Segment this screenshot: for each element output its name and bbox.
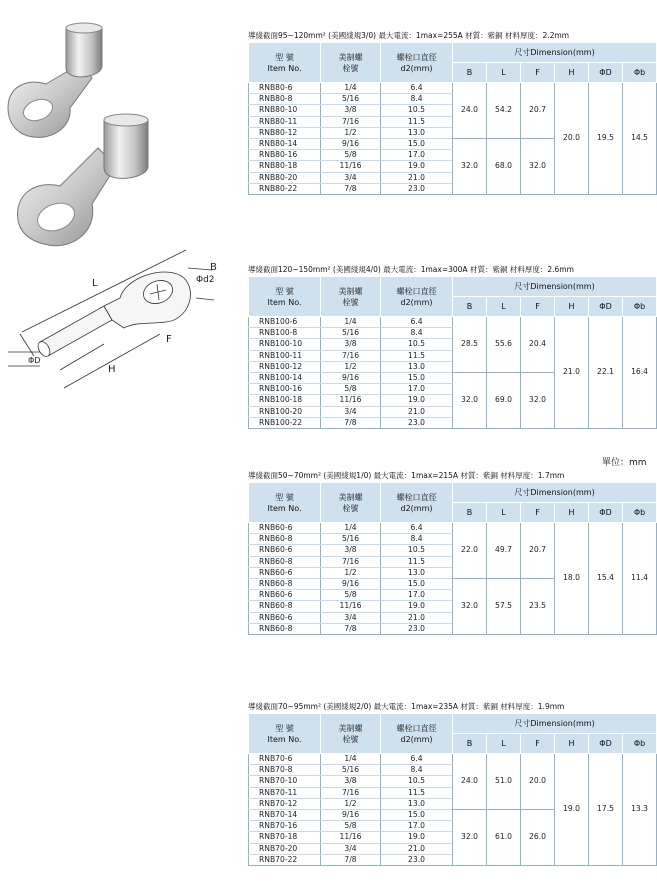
table-heading: 導綫截面50~70mm² (美國綫規1/0) 最大電流：1max=215A 材質：紫銅 材料厚度：1.7mm bbox=[248, 471, 565, 480]
label-D: ΦD bbox=[28, 356, 41, 365]
col-L: L bbox=[487, 734, 521, 754]
table-heading: 導綫截面95~120mm² (美國綫規3/0) 最大電流：1max=255A 材質：紫銅 材料厚度：2.2mm bbox=[248, 31, 570, 40]
value-F: 32.0 bbox=[521, 138, 555, 194]
col-dimension: 尺寸Dimension(mm) bbox=[453, 483, 657, 503]
table-row: RNB60-8 11/16 19.0 bbox=[249, 601, 657, 612]
value-B: 24.0 bbox=[453, 83, 487, 139]
col-F: F bbox=[521, 63, 555, 83]
col-B: B bbox=[453, 297, 487, 317]
table-row: RNB80-20 3/4 21.0 bbox=[249, 172, 657, 183]
value-L: 69.0 bbox=[487, 372, 521, 428]
table-row: RNB80-12 1/2 13.0 bbox=[249, 127, 657, 138]
col-F: F bbox=[521, 503, 555, 523]
product-photo bbox=[0, 20, 240, 250]
table-row: RNB70-11 7/16 11.5 bbox=[249, 787, 657, 798]
col-B: B bbox=[453, 503, 487, 523]
table-heading: 導綫截面120~150mm² (美國綫規4/0) 最大電流：1max=300A 材質：紫銅 材料厚度：2.6mm bbox=[248, 265, 574, 274]
value-L: 55.6 bbox=[487, 317, 521, 373]
value-D: 17.5 bbox=[589, 754, 623, 866]
table-row: RNB80-22 7/8 23.0 bbox=[249, 183, 657, 194]
col-D: ΦD bbox=[589, 297, 623, 317]
value-F: 20.7 bbox=[521, 83, 555, 139]
col-D: ΦD bbox=[589, 63, 623, 83]
table-row: RNB70-16 5/8 17.0 bbox=[249, 821, 657, 832]
value-b: 14.5 bbox=[623, 83, 657, 195]
col-F: F bbox=[521, 297, 555, 317]
spec-table bbox=[248, 42, 657, 195]
col-hole: 螺栓口直徑 d2(mm) bbox=[381, 43, 453, 83]
value-b: 16.4 bbox=[623, 317, 657, 429]
table-row: RNB100-6 1/4 6.4 28.5 55.6 20.4 21.0 22.1 16.4 bbox=[249, 317, 657, 328]
table-row: RNB60-6 1/4 6.4 22.0 49.7 20.7 18.0 15.4 11.4 bbox=[249, 523, 657, 534]
table-row: RNB70-10 3/8 10.5 bbox=[249, 776, 657, 787]
table-row: RNB60-6 3/8 10.5 bbox=[249, 545, 657, 556]
value-F: 20.0 bbox=[521, 754, 555, 810]
value-H: 20.0 bbox=[555, 83, 589, 195]
table-row: RNB100-12 1/2 13.0 bbox=[249, 361, 657, 372]
col-H: H bbox=[555, 734, 589, 754]
value-b: 11.4 bbox=[623, 523, 657, 635]
table-row: RNB100-11 7/16 11.5 bbox=[249, 350, 657, 361]
col-hole: 螺栓口直徑 d2(mm) bbox=[381, 714, 453, 754]
col-dimension: 尺寸Dimension(mm) bbox=[453, 43, 657, 63]
value-F: 20.4 bbox=[521, 317, 555, 373]
spec-table bbox=[248, 276, 657, 429]
col-model: 型 號 Item No. bbox=[249, 277, 321, 317]
spec-block-rnb70 bbox=[248, 701, 656, 866]
table-row: RNB60-8 9/16 15.0 32.0 57.5 23.5 bbox=[249, 578, 657, 589]
value-B: 32.0 bbox=[453, 138, 487, 194]
col-H: H bbox=[555, 63, 589, 83]
table-row: RNB80-11 7/16 11.5 bbox=[249, 116, 657, 127]
table-heading: 導綫截面70~95mm² (美國綫規2/0) 最大電流：1max=235A 材質：紫銅 材料厚度：1.9mm bbox=[248, 702, 565, 711]
col-b: Φb bbox=[623, 63, 657, 83]
table-row: RNB60-6 3/4 21.0 bbox=[249, 612, 657, 623]
col-D: ΦD bbox=[589, 734, 623, 754]
value-B: 28.5 bbox=[453, 317, 487, 373]
table-row: RNB100-10 3/8 10.5 bbox=[249, 339, 657, 350]
value-L: 49.7 bbox=[487, 523, 521, 579]
col-D: ΦD bbox=[589, 503, 623, 523]
table-row: RNB70-22 7/8 23.0 bbox=[249, 854, 657, 865]
col-dimension: 尺寸Dimension(mm) bbox=[453, 277, 657, 297]
table-row: RNB80-8 5/16 8.4 bbox=[249, 94, 657, 105]
label-d2: Φd2 bbox=[196, 275, 215, 285]
col-bolt: 美制螺 栓號 bbox=[321, 714, 381, 754]
value-B: 32.0 bbox=[453, 578, 487, 634]
table-row: RNB60-8 7/16 11.5 bbox=[249, 556, 657, 567]
value-H: 18.0 bbox=[555, 523, 589, 635]
table-row: RNB60-8 5/16 8.4 bbox=[249, 534, 657, 545]
table-row: RNB70-20 3/4 21.0 bbox=[249, 843, 657, 854]
value-b: 13.3 bbox=[623, 754, 657, 866]
table-row: RNB100-22 7/8 23.0 bbox=[249, 417, 657, 428]
col-dimension: 尺寸Dimension(mm) bbox=[453, 714, 657, 734]
table-row: RNB70-14 9/16 15.0 32.0 61.0 26.0 bbox=[249, 809, 657, 820]
col-model: 型 號 Item No. bbox=[249, 714, 321, 754]
ring-terminal-small bbox=[8, 23, 102, 137]
value-F: 26.0 bbox=[521, 809, 555, 865]
value-B: 24.0 bbox=[453, 754, 487, 810]
table-row: RNB70-18 11/16 19.0 bbox=[249, 832, 657, 843]
value-F: 23.5 bbox=[521, 578, 555, 634]
table-row: RNB70-12 1/2 13.0 bbox=[249, 798, 657, 809]
value-D: 15.4 bbox=[589, 523, 623, 635]
value-L: 51.0 bbox=[487, 754, 521, 810]
technical-drawing bbox=[0, 248, 240, 408]
col-bolt: 美制螺 栓號 bbox=[321, 483, 381, 523]
spec-table bbox=[248, 713, 657, 866]
spec-block-rnb100 bbox=[248, 264, 656, 429]
col-L: L bbox=[487, 297, 521, 317]
table-row: RNB80-10 3/8 10.5 bbox=[249, 105, 657, 116]
label-B: B bbox=[210, 262, 217, 273]
col-b: Φb bbox=[623, 734, 657, 754]
col-H: H bbox=[555, 503, 589, 523]
col-hole: 螺栓口直徑 d2(mm) bbox=[381, 277, 453, 317]
col-B: B bbox=[453, 63, 487, 83]
table-row: RNB100-20 3/4 21.0 bbox=[249, 406, 657, 417]
table-row: RNB60-8 7/8 23.0 bbox=[249, 623, 657, 634]
label-L: L bbox=[92, 278, 98, 289]
table-row: RNB100-8 5/16 8.4 bbox=[249, 328, 657, 339]
value-L: 57.5 bbox=[487, 578, 521, 634]
unit-label: 單位：mm bbox=[602, 458, 647, 468]
table-row: RNB70-6 1/4 6.4 24.0 51.0 20.0 19.0 17.5 13.3 bbox=[249, 754, 657, 765]
table-row: RNB80-18 11/16 19.0 bbox=[249, 161, 657, 172]
table-row: RNB80-14 9/16 15.0 32.0 68.0 32.0 bbox=[249, 138, 657, 149]
value-B: 22.0 bbox=[453, 523, 487, 579]
table-row: RNB60-6 1/2 13.0 bbox=[249, 567, 657, 578]
value-F: 32.0 bbox=[521, 372, 555, 428]
label-F: F bbox=[166, 334, 172, 345]
value-B: 32.0 bbox=[453, 372, 487, 428]
label-H: H bbox=[108, 364, 116, 375]
table-row: RNB80-6 1/4 6.4 24.0 54.2 20.7 20.0 19.5 14.5 bbox=[249, 83, 657, 94]
col-L: L bbox=[487, 63, 521, 83]
value-H: 19.0 bbox=[555, 754, 589, 866]
col-model: 型 號 Item No. bbox=[249, 483, 321, 523]
value-F: 20.7 bbox=[521, 523, 555, 579]
value-D: 22.1 bbox=[589, 317, 623, 429]
table-row: RNB100-14 9/16 15.0 32.0 69.0 32.0 bbox=[249, 372, 657, 383]
col-hole: 螺栓口直徑 d2(mm) bbox=[381, 483, 453, 523]
value-L: 68.0 bbox=[487, 138, 521, 194]
table-row: RNB70-8 5/16 8.4 bbox=[249, 765, 657, 776]
col-L: L bbox=[487, 503, 521, 523]
value-B: 32.0 bbox=[453, 809, 487, 865]
value-L: 61.0 bbox=[487, 809, 521, 865]
col-model: 型 號 Item No. bbox=[249, 43, 321, 83]
table-row: RNB60-6 5/8 17.0 bbox=[249, 590, 657, 601]
table-row: RNB100-18 11/16 19.0 bbox=[249, 395, 657, 406]
col-B: B bbox=[453, 734, 487, 754]
table-row: RNB100-16 5/8 17.0 bbox=[249, 384, 657, 395]
value-H: 21.0 bbox=[555, 317, 589, 429]
value-L: 54.2 bbox=[487, 83, 521, 139]
table-row: RNB80-16 5/8 17.0 bbox=[249, 150, 657, 161]
value-D: 19.5 bbox=[589, 83, 623, 195]
col-bolt: 美制螺 栓號 bbox=[321, 43, 381, 83]
spec-block-rnb60 bbox=[248, 470, 656, 635]
spec-block-rnb80 bbox=[248, 30, 656, 195]
col-b: Φb bbox=[623, 503, 657, 523]
spec-table bbox=[248, 482, 657, 635]
col-H: H bbox=[555, 297, 589, 317]
col-bolt: 美制螺 栓號 bbox=[321, 277, 381, 317]
col-F: F bbox=[521, 734, 555, 754]
col-b: Φb bbox=[623, 297, 657, 317]
